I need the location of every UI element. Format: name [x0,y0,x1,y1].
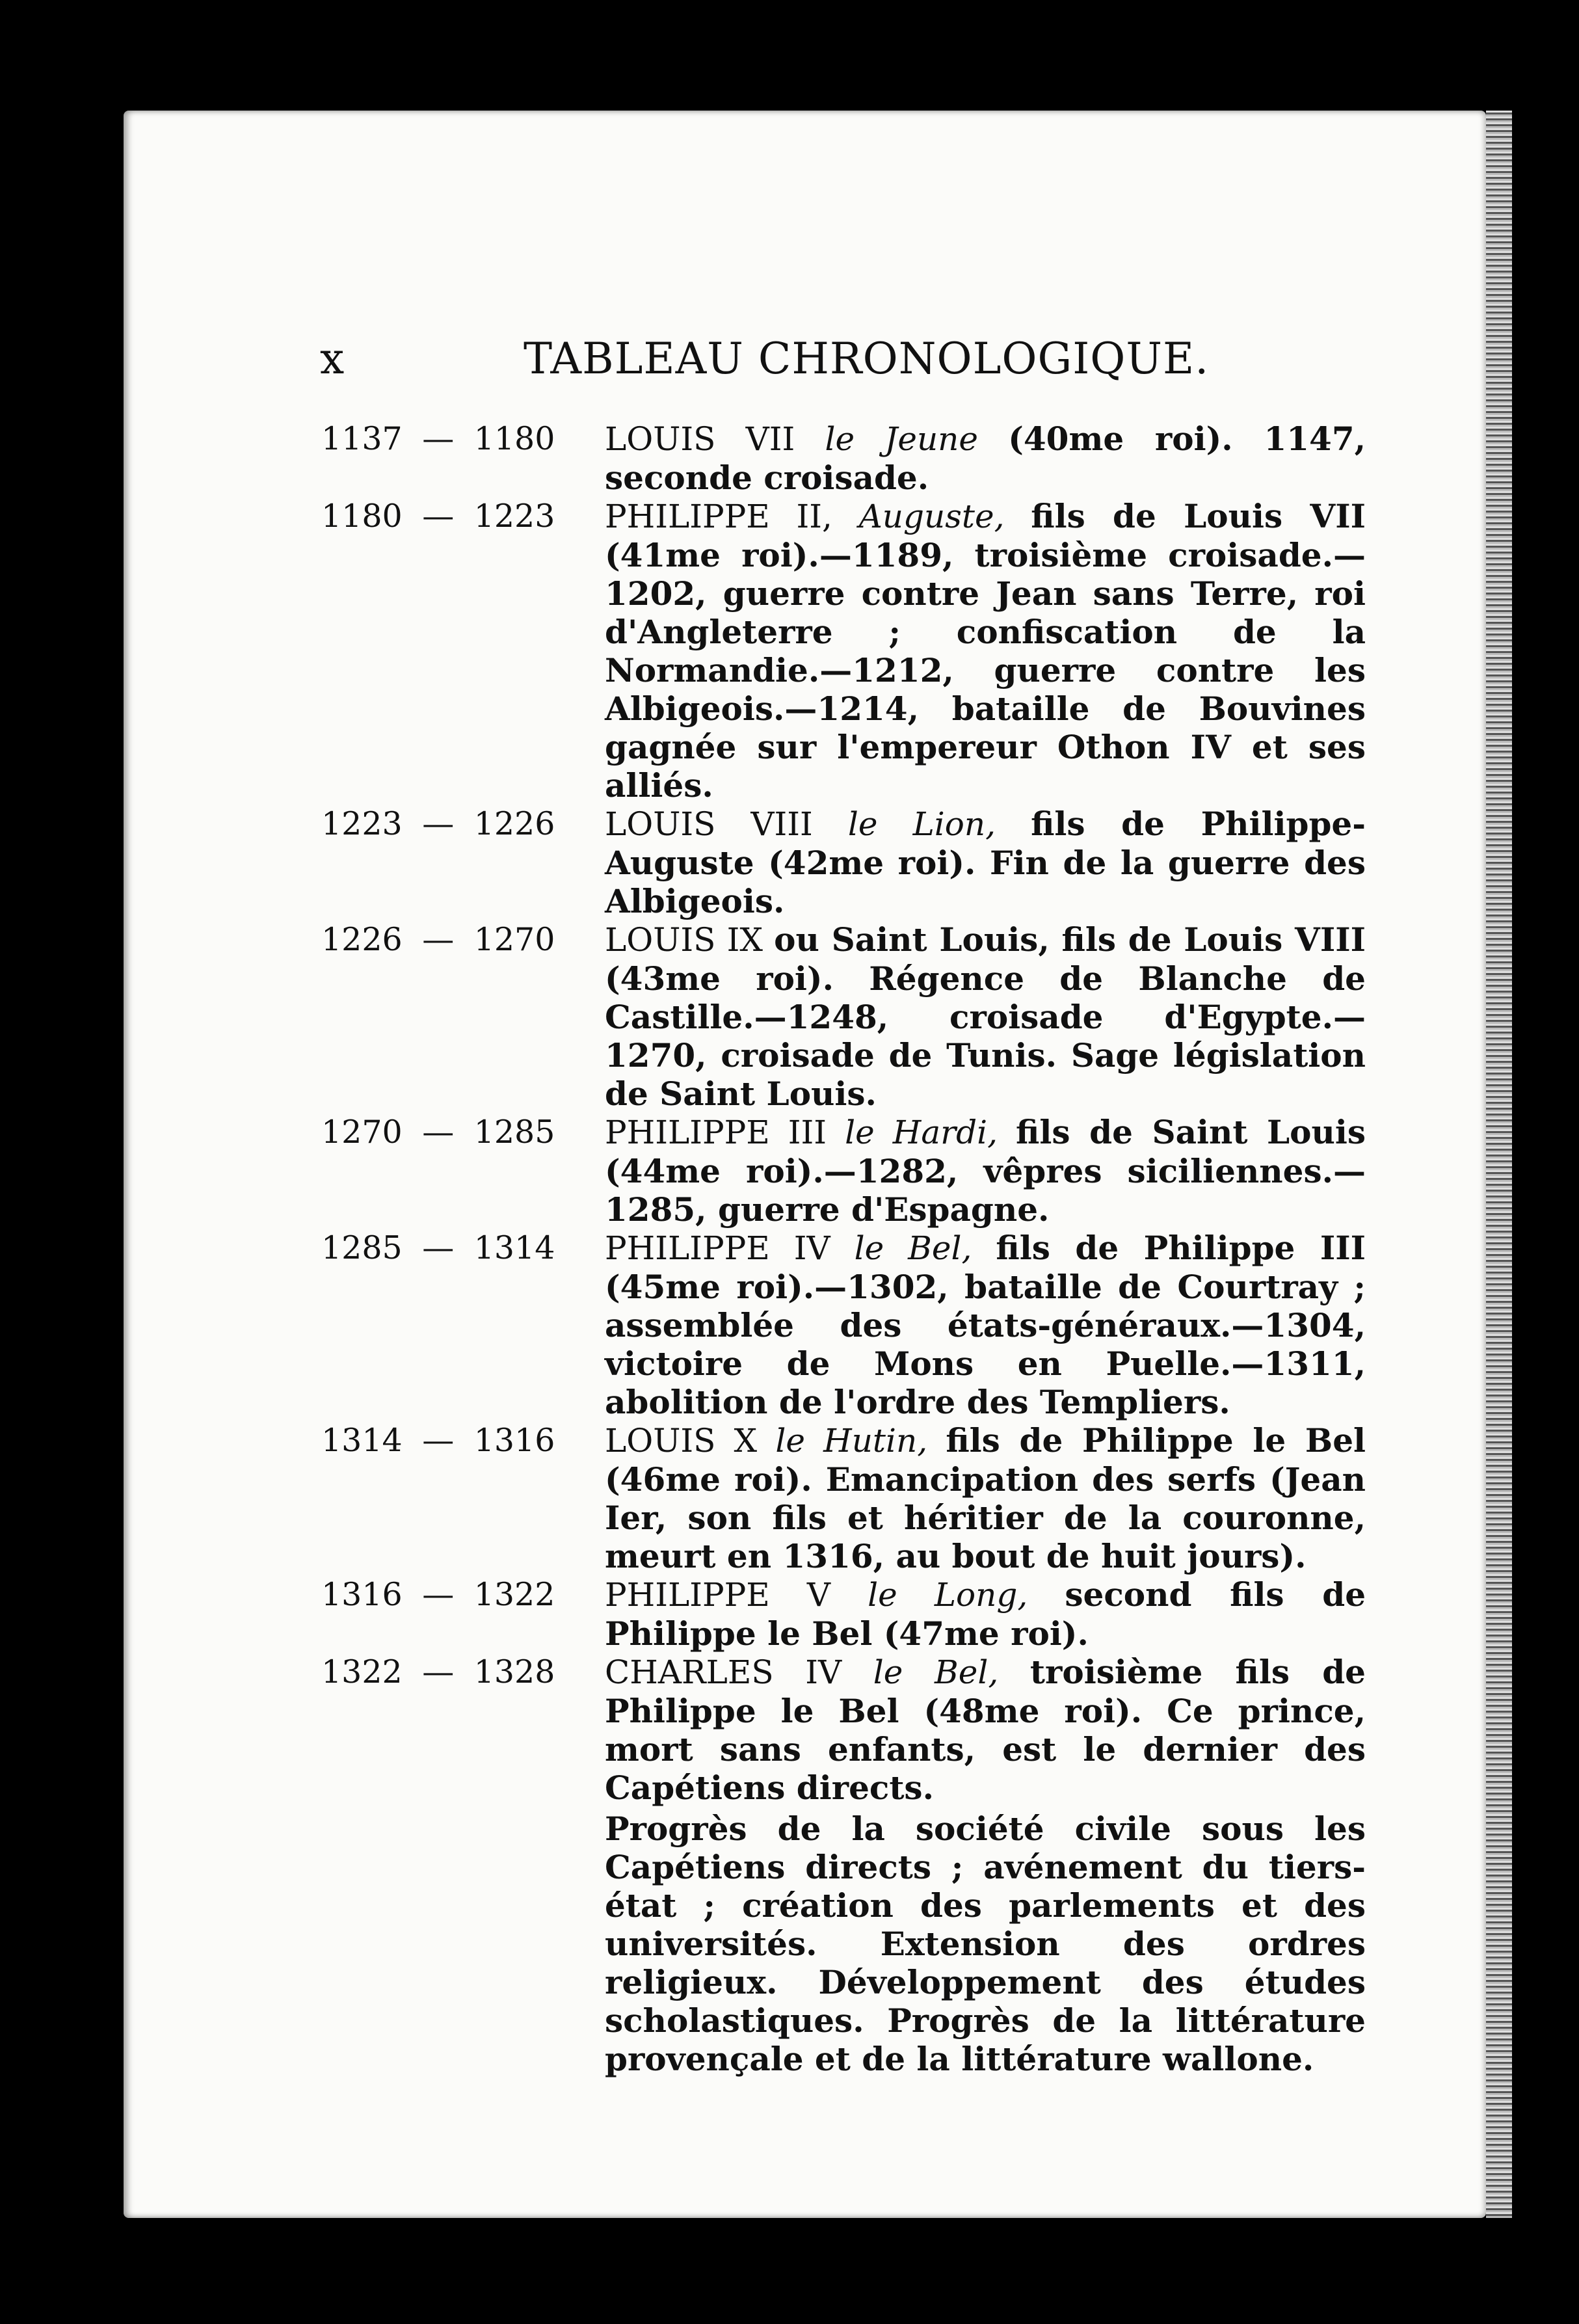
reign-description [605,1421,1366,1575]
reign-start-year: 1270 [321,1114,403,1151]
date-separator: — [422,1653,455,1690]
page-header [0,334,1579,392]
reign-end-year: 1314 [473,1229,555,1266]
king-name: LOUIS X [605,1422,776,1460]
reign-entry [0,805,1579,920]
king-epithet: le Hutin, [775,1422,946,1460]
date-separator: — [422,1422,455,1459]
king-epithet: le Hardi, [845,1114,1016,1151]
reign-dates [321,1229,555,1268]
reign-description [605,805,1366,920]
reign-events: fils de Louis VII (41me roi).—1189, troisième croisade.—1202, guerre contre Jean sans Terre, roi d'Angleterre ; confiscation de la Normandie.—1212, guerre contre les Albigeois.—1214, bataille de Bouvines gagnée sur l'empereur Othon IV et ses alliés. [605,497,1366,805]
reign-description [605,1653,1366,1807]
reign-start-year: 1226 [321,921,403,958]
reign-start-year: 1223 [321,805,403,842]
date-separator: — [422,1576,455,1613]
reign-events: fils de Philippe-Auguste (42me roi). Fin de la guerre des Albigeois. [605,805,1366,920]
reign-entry [0,1653,1579,1807]
reign-dates [321,1653,555,1692]
date-separator: — [422,1229,455,1266]
reign-end-year: 1270 [473,921,555,958]
reign-entry [0,420,1579,497]
reign-description [605,1229,1366,1421]
date-separator: — [422,498,455,535]
reign-events: fils de Philippe III (45me roi).—1302, bataille de Courtray ; assemblée des états-généraux.—1304, victoire de Mons en Puelle.—1311, abolition de l'ordre des Templiers. [605,1229,1366,1421]
reign-description [605,420,1366,497]
reign-events: second fils de Philippe le Bel (47me roi). [605,1575,1366,1653]
king-epithet: le Bel, [873,1653,1030,1691]
page-title: TABLEAU CHRONOLOGIQUE. [524,334,1210,384]
reign-description [605,920,1366,1113]
reign-end-year: 1285 [473,1114,555,1151]
date-separator: — [422,805,455,842]
reign-events: troisième fils de Philippe le Bel (48me roi). Ce prince, mort sans enfants, est le dernier des Capétiens directs. [605,1653,1366,1807]
king-name: LOUIS IX [605,921,775,959]
reign-events: fils de Saint Louis (44me roi).—1282, vêpres siciliennes.—1285, guerre d'Espagne. [605,1113,1366,1229]
king-name: LOUIS VII [605,420,825,458]
king-name: PHILIPPE V [605,1576,868,1614]
reign-start-year: 1137 [321,420,403,457]
reign-start-year: 1316 [321,1576,403,1613]
king-name: PHILIPPE II, [605,498,859,535]
reign-end-year: 1316 [473,1422,555,1459]
reign-events: (40me roi). 1147, seconde croisade. [605,420,1366,497]
reign-entry [0,920,1579,1113]
reign-start-year: 1180 [321,498,403,535]
king-epithet: le Lion, [847,805,1031,843]
reign-dates [321,1575,555,1614]
king-epithet: le Bel, [854,1229,996,1267]
reign-end-year: 1223 [473,498,555,535]
reign-entry [0,1575,1579,1653]
date-separator: — [422,1114,455,1151]
page-number: x [320,334,345,384]
reign-description [605,1575,1366,1653]
king-name: CHARLES IV [605,1653,873,1691]
reign-end-year: 1180 [473,420,555,457]
reign-end-year: 1322 [473,1576,555,1613]
reign-dates [321,420,555,459]
king-epithet: Auguste, [858,498,1031,535]
reign-description [605,1113,1366,1229]
reign-start-year: 1314 [321,1422,403,1459]
reign-end-year: 1328 [473,1653,555,1690]
reign-entry [0,1421,1579,1575]
reign-events: ou Saint Louis, fils de Louis VIII (43me roi). Régence de Blanche de Castille.—1248, croisade d'Egypte.—1270, croisade de Tunis. Sage législation de Saint Louis. [605,920,1366,1113]
reign-end-year: 1226 [473,805,555,842]
chronology-list [0,420,1579,1807]
reign-entry [0,497,1579,805]
king-name: LOUIS VIII [605,805,848,843]
king-name: PHILIPPE IV [605,1229,855,1267]
reign-dates [321,497,555,536]
date-separator: — [422,420,455,457]
reign-entry [0,1229,1579,1421]
king-epithet: le Jeune [825,420,1009,458]
king-epithet: le Long, [868,1576,1065,1614]
closing-note: Progrès de la société civile sous les Capétiens directs ; avénement du tiers-état ; création des parlements et des universités. Extension des ordres religieux. Développement des études scholastiques. Progrès de la littérature provençale et de la littérature wallone. [605,1810,1366,2078]
date-separator: — [422,921,455,958]
reign-dates [321,1113,555,1152]
reign-dates [321,920,555,959]
reign-dates [321,1421,555,1460]
reign-events: fils de Philippe le Bel (46me roi). Emancipation des serfs (Jean Ier, son fils et héritier de la couronne, meurt en 1316, au bout de huit jours). [605,1421,1366,1575]
reign-entry [0,1113,1579,1229]
king-name: PHILIPPE III [605,1114,845,1151]
reign-start-year: 1322 [321,1653,403,1690]
reign-description [605,497,1366,805]
reign-dates [321,805,555,844]
reign-start-year: 1285 [321,1229,403,1266]
